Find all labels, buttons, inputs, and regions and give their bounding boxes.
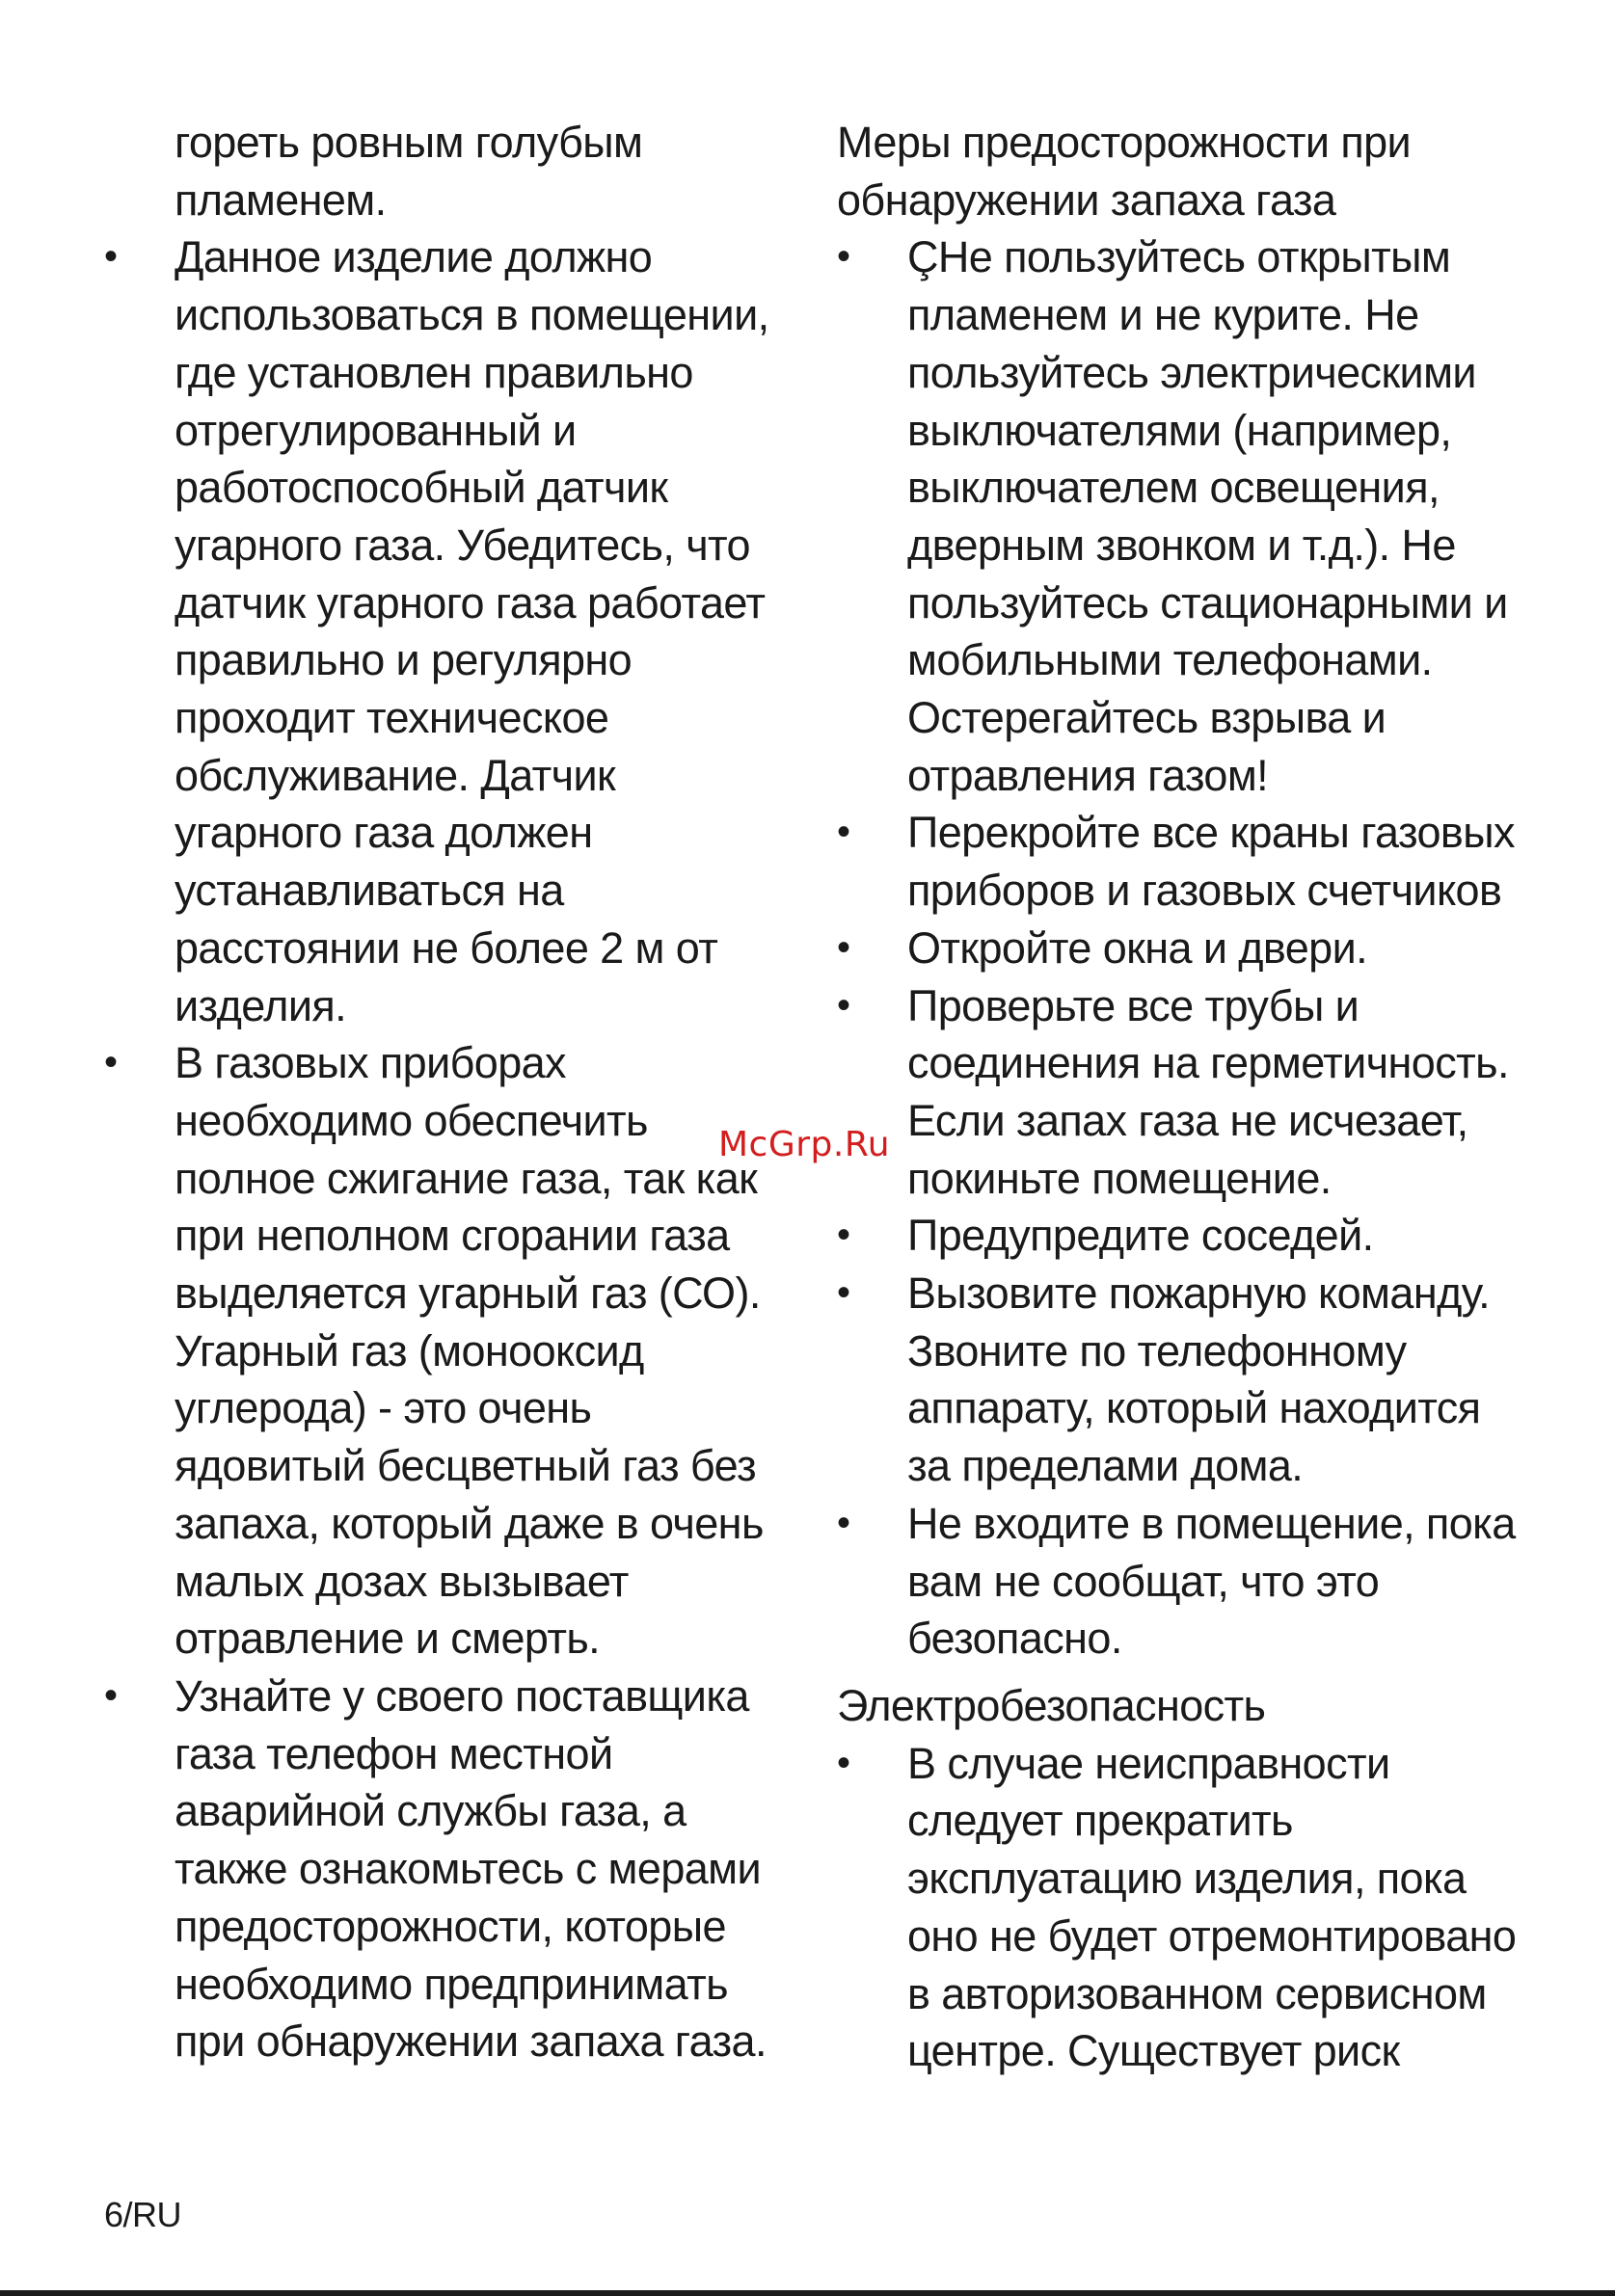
continuation-paragraph (104, 114, 779, 228)
text-line: В случае неисправности (907, 1738, 1390, 1788)
bullet-icon: • (104, 1041, 118, 1084)
text-line: пламенем и не курите. Не (907, 290, 1419, 340)
text-line: использоваться в помещении, (175, 290, 769, 340)
text-line: приборов и газовых счетчиков (907, 866, 1502, 916)
bullet-icon: • (837, 1214, 850, 1257)
text-line: выделяется угарный газ (СО). (175, 1268, 761, 1319)
text-line: эксплуатацию изделия, пока (907, 1854, 1467, 1904)
text-line: отрегулированный и (175, 405, 577, 455)
text-line: проходит техническое (175, 693, 609, 743)
bullet-item-malfunction (837, 1735, 1531, 2080)
text-line: покиньте помещение. (907, 1153, 1332, 1203)
text-line: Не входите в помещение, пока (907, 1498, 1516, 1548)
bullet-item-combustion (104, 1034, 779, 1668)
bullet-icon: • (837, 1741, 850, 1784)
page-number: 6/RU (104, 2195, 182, 2234)
text-line: угарного газа должен (175, 808, 593, 858)
text-line: газа телефон местной (175, 1728, 613, 1778)
text-line: в авторизованном сервисном (907, 1968, 1487, 2018)
text-line: малых дозах вызывает (175, 1556, 629, 1606)
bullet-item-warn-neighbours (837, 1207, 1531, 1265)
text-line: отравление и смерть. (175, 1614, 601, 1664)
text-line: где установлен правильно (175, 347, 693, 397)
heading-line: Электробезопасность (837, 1680, 1266, 1730)
bullet-icon: • (837, 1271, 850, 1315)
text-line: следует прекратить (907, 1796, 1293, 1846)
section-heading-gas-smell (837, 114, 1531, 228)
bullet-item-call-fire-brigade (837, 1265, 1531, 1495)
text-line: пламенем. (175, 174, 387, 225)
text-line: предосторожности, которые (175, 1901, 726, 1951)
text-line: центре. Существует риск (907, 2026, 1400, 2076)
text-line: безопасно. (907, 1614, 1122, 1664)
text-line: Остерегайтесь взрыва и (907, 693, 1386, 743)
bullet-icon: • (104, 235, 118, 279)
bullet-icon: • (837, 235, 850, 279)
watermark: McGrp.Ru (718, 1125, 891, 1164)
text-line: при обнаружении запаха газа. (175, 2016, 767, 2067)
text-line: работоспособный датчик (175, 463, 668, 513)
bullet-icon: • (837, 811, 850, 854)
text-line: Откройте окна и двери. (907, 922, 1368, 973)
bullet-item-emergency-service (104, 1668, 779, 2070)
text-line: вам не сообщат, что это (907, 1556, 1380, 1606)
text-line: изделия. (175, 980, 347, 1030)
bullet-icon: • (837, 1501, 850, 1544)
text-line: запаха, который даже в очень (175, 1498, 764, 1548)
text-line: пользуйтесь стационарными и (907, 577, 1508, 627)
text-line: необходимо обеспечить (175, 1095, 648, 1145)
text-line: Узнайте у своего поставщика (175, 1670, 749, 1721)
text-line: правильно и регулярно (175, 635, 633, 685)
heading-line: обнаружении запаха газа (837, 174, 1336, 225)
text-line: необходимо предпринимать (175, 1959, 728, 2009)
text-line: отравления газом! (907, 750, 1269, 800)
text-line: Предупредите соседей. (907, 1211, 1374, 1261)
text-line: ÇНе пользуйтесь открытым (907, 232, 1451, 282)
text-line: Данное изделие должно (175, 232, 653, 282)
text-line: полное сжигание газа, так как (175, 1153, 758, 1203)
text-line: Если запах газа не исчезает, (907, 1095, 1468, 1145)
bottom-rule (0, 2290, 1615, 2296)
text-line: Звоните по телефонному (907, 1325, 1407, 1375)
bullet-item-check-pipes (837, 977, 1531, 1208)
bullet-item-close-valves (837, 804, 1531, 919)
bullet-item-do-not-enter (837, 1495, 1531, 1668)
text-line: аварийной службы газа, а (175, 1786, 686, 1836)
text-line: ядовитый бесцветный газ без (175, 1441, 757, 1491)
text-line: Вызовите пожарную команду. (907, 1268, 1491, 1319)
text-line: гореть ровным голубым (175, 118, 643, 167)
bullet-icon: • (104, 1673, 118, 1717)
text-line: соединения на герметичность. (907, 1038, 1509, 1088)
bullet-icon: • (837, 983, 850, 1027)
heading-line: Меры предосторожности при (837, 118, 1412, 167)
text-line: при неполном сгорании газа (175, 1211, 730, 1261)
section-heading-electrical-safety (837, 1677, 1531, 1735)
text-line: углерода) - это очень (175, 1383, 592, 1433)
text-line: выключателем освещения, (907, 463, 1440, 513)
text-line: Угарный газ (монооксид (175, 1325, 644, 1375)
text-line: выключателями (например, (907, 405, 1452, 455)
text-line: Перекройте все краны газовых (907, 808, 1515, 858)
text-line: за пределами дома. (907, 1441, 1304, 1491)
bullet-item-open-windows (837, 920, 1531, 977)
text-line: угарного газа. Убедитесь, что (175, 520, 750, 570)
text-line: Проверьте все трубы и (907, 980, 1359, 1030)
text-line: аппарату, который находится (907, 1383, 1481, 1433)
section-gap (837, 1668, 1531, 1677)
bullet-icon: • (837, 925, 850, 969)
bullet-item-no-open-flame (837, 228, 1531, 804)
text-line: устанавливаться на (175, 866, 564, 916)
text-line: оно не будет отремонтировано (907, 1910, 1517, 1961)
text-line: В газовых приборах (175, 1038, 566, 1088)
text-line: обслуживание. Датчик (175, 750, 616, 800)
text-line: мобильными телефонами. (907, 635, 1433, 685)
text-line: датчик угарного газа работает (175, 577, 766, 627)
text-line: также ознакомьтесь с мерами (175, 1844, 762, 1894)
text-line: пользуйтесь электрическими (907, 347, 1476, 397)
text-line: дверным звонком и т.д.). Не (907, 520, 1456, 570)
text-line: расстоянии не более 2 м от (175, 922, 718, 973)
right-column (837, 114, 1531, 2080)
left-column (104, 114, 779, 2070)
bullet-item-co-detector (104, 228, 779, 1034)
